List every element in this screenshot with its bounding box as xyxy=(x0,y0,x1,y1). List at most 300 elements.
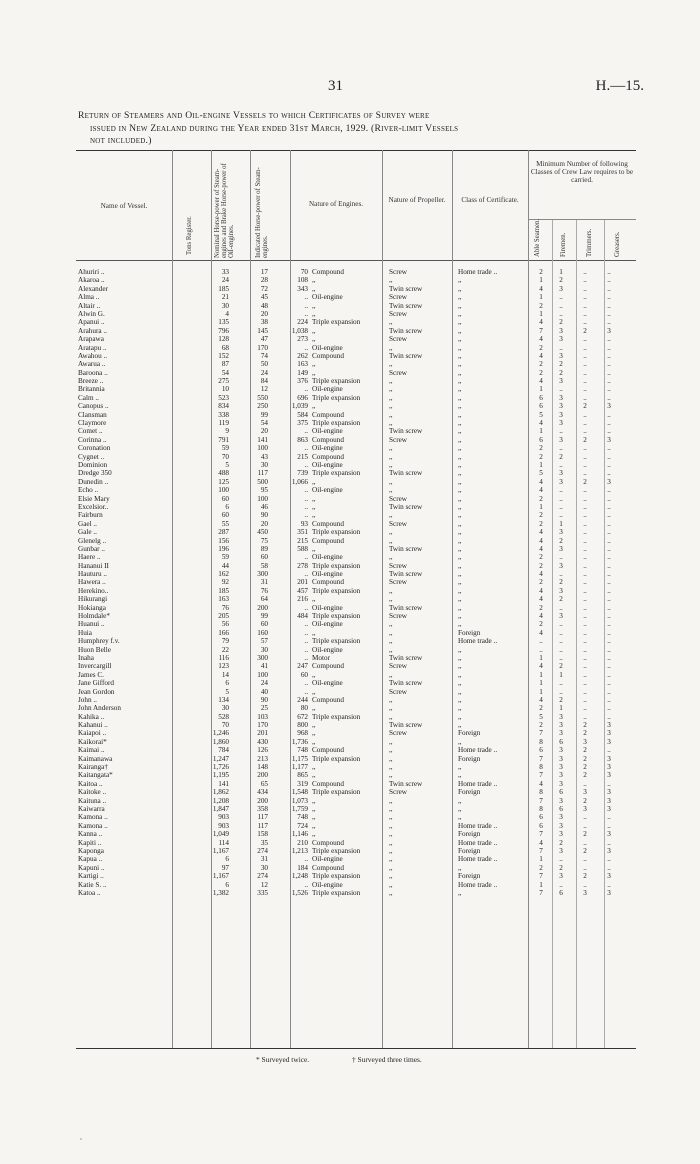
greasers: .. xyxy=(607,351,611,360)
nominal-hp: 274 xyxy=(257,846,268,855)
tons-register: 128 xyxy=(218,335,229,344)
trimmers: .. xyxy=(583,351,587,360)
table-top-rule xyxy=(76,150,636,151)
certificate-class: ,, xyxy=(458,419,462,428)
firemen: 6 xyxy=(559,737,563,746)
able-seamen: 7 xyxy=(539,796,543,805)
vessel-name: Hikurangi xyxy=(78,595,108,604)
certificate-class: Foreign xyxy=(458,846,481,855)
propeller-type: ,, xyxy=(389,628,393,637)
indicated-hp: 739 xyxy=(297,469,308,478)
greasers: .. xyxy=(607,368,611,377)
greasers: 3 xyxy=(607,872,611,881)
able-seamen: 2 xyxy=(539,511,543,520)
propeller-type: ,, xyxy=(389,838,393,847)
certificate-class: ,, xyxy=(458,796,462,805)
trimmers: 2 xyxy=(583,721,587,730)
able-seamen: 5 xyxy=(539,410,543,419)
engine-type: Oil-engine xyxy=(312,293,343,302)
engine-type: Oil-engine xyxy=(312,486,343,495)
engine-type: Oil-engine xyxy=(312,460,343,469)
tons-register: 1,382 xyxy=(212,888,229,897)
propeller-type: ,, xyxy=(389,880,393,889)
engine-type: ,, xyxy=(312,360,316,369)
trimmers: .. xyxy=(583,335,587,344)
greasers: .. xyxy=(607,595,611,604)
col-header-ihp: Indicated Horse-power of Steam-engines. xyxy=(255,167,270,258)
certificate-class: ,, xyxy=(458,712,462,721)
certificate-class: ,, xyxy=(458,460,462,469)
firemen: 3 xyxy=(559,754,563,763)
tons-register: 30 xyxy=(221,704,229,713)
greasers: .. xyxy=(607,637,611,646)
tons-register: 59 xyxy=(221,444,229,453)
certificate-class: ,, xyxy=(458,486,462,495)
table-title xyxy=(78,110,638,148)
able-seamen: 7 xyxy=(539,830,543,839)
firemen: 3 xyxy=(559,435,563,444)
certificate-class: Foreign xyxy=(458,729,481,738)
engine-type: ,, xyxy=(312,771,316,780)
firemen: 3 xyxy=(559,351,563,360)
greasers: .. xyxy=(607,444,611,453)
certificate-class: ,, xyxy=(458,670,462,679)
tons-register: 6 xyxy=(225,502,229,511)
trimmers: .. xyxy=(583,712,587,721)
able-seamen: 2 xyxy=(539,553,543,562)
trimmers: 3 xyxy=(583,805,587,813)
certificate-class: ,, xyxy=(458,410,462,419)
firemen: 3 xyxy=(559,377,563,386)
trimmers: .. xyxy=(583,393,587,402)
table-row xyxy=(76,528,636,536)
able-seamen: 1 xyxy=(539,309,543,318)
trimmers: .. xyxy=(583,612,587,621)
engine-type: Triple expansion xyxy=(312,393,361,402)
firemen: 1 xyxy=(559,704,563,713)
able-seamen: 2 xyxy=(539,452,543,461)
tons-register: 92 xyxy=(221,578,229,587)
certificate-class: ,, xyxy=(458,687,462,696)
indicated-hp: .. xyxy=(304,855,308,864)
certificate-class: ,, xyxy=(458,695,462,704)
propeller-type: Twin screw xyxy=(389,570,423,579)
nominal-hp: 54 xyxy=(260,419,268,428)
indicated-hp: 748 xyxy=(297,813,308,822)
vessel-name: Gael .. xyxy=(78,519,97,528)
table-row xyxy=(76,830,636,838)
greasers: .. xyxy=(607,469,611,478)
vessel-name: Canopus .. xyxy=(78,402,109,411)
firemen: 3 xyxy=(559,335,563,344)
table-row xyxy=(76,864,636,872)
certificate-class: ,, xyxy=(458,771,462,780)
col-header-propeller: Nature of Propeller. xyxy=(388,196,446,204)
tons-register: 1,167 xyxy=(212,846,229,855)
trimmers: 2 xyxy=(583,435,587,444)
firemen: 1 xyxy=(559,670,563,679)
certificate-class: ,, xyxy=(458,343,462,352)
firemen: .. xyxy=(559,502,563,511)
firemen: .. xyxy=(559,620,563,629)
tons-register: 1,049 xyxy=(212,830,229,839)
able-seamen: 2 xyxy=(539,268,543,276)
certificate-class: Foreign xyxy=(458,628,481,637)
table-row xyxy=(76,511,636,519)
firemen: 3 xyxy=(559,779,563,788)
nominal-hp: 99 xyxy=(260,410,268,419)
firemen: 3 xyxy=(559,402,563,411)
certificate-class: ,, xyxy=(458,620,462,629)
certificate-class: Foreign xyxy=(458,788,481,797)
certificate-class: ,, xyxy=(458,645,462,654)
propeller-type: Twin screw xyxy=(389,653,423,662)
trimmers: .. xyxy=(583,486,587,495)
greasers: .. xyxy=(607,393,611,402)
firemen: 2 xyxy=(559,368,563,377)
able-seamen: 4 xyxy=(539,318,543,327)
firemen: 3 xyxy=(559,477,563,486)
firemen: 3 xyxy=(559,796,563,805)
engine-type: Oil-engine xyxy=(312,343,343,352)
able-seamen: 2 xyxy=(539,494,543,503)
engine-type: Oil-engine xyxy=(312,553,343,562)
col-header-trimmers: Trimmers. xyxy=(586,228,593,257)
table-row xyxy=(76,637,636,645)
able-seamen: 4 xyxy=(539,335,543,344)
certificate-class: ,, xyxy=(458,293,462,302)
nominal-hp: 45 xyxy=(260,293,268,302)
nominal-hp: 100 xyxy=(257,444,268,453)
able-seamen: 7 xyxy=(539,729,543,738)
tons-register: 1,167 xyxy=(212,872,229,881)
nominal-hp: 90 xyxy=(260,695,268,704)
vessel-name: Comet .. xyxy=(78,427,103,436)
certificate-class: ,, xyxy=(458,653,462,662)
engine-type: Triple expansion xyxy=(312,637,361,646)
greasers: .. xyxy=(607,704,611,713)
able-seamen: 2 xyxy=(539,603,543,612)
indicated-hp: 93 xyxy=(300,519,308,528)
indicated-hp: 1,736 xyxy=(291,737,308,746)
tons-register: 10 xyxy=(221,385,229,394)
propeller-type: ,, xyxy=(389,393,393,402)
table-row xyxy=(76,889,636,897)
indicated-hp: 224 xyxy=(297,318,308,327)
certificate-class: ,, xyxy=(458,679,462,688)
engine-type: Triple expansion xyxy=(312,419,361,428)
indicated-hp: 201 xyxy=(297,578,308,587)
engine-type: Oil-engine xyxy=(312,444,343,453)
certificate-class: ,, xyxy=(458,561,462,570)
able-seamen: 4 xyxy=(539,779,543,788)
greasers: 3 xyxy=(607,721,611,730)
vessel-name: Glenelg .. xyxy=(78,536,107,545)
propeller-type: Screw xyxy=(389,494,407,503)
table-row xyxy=(76,763,636,771)
firemen: .. xyxy=(559,460,563,469)
nominal-hp: 274 xyxy=(257,872,268,881)
nominal-hp: 40 xyxy=(260,687,268,696)
greasers: 3 xyxy=(607,788,611,797)
tons-register: 30 xyxy=(221,301,229,310)
vessel-name: Coronation xyxy=(78,444,111,453)
indicated-hp: 247 xyxy=(297,662,308,671)
greasers: .. xyxy=(607,855,611,864)
firemen: 3 xyxy=(559,612,563,621)
trimmers: .. xyxy=(583,821,587,830)
engine-type: Motor xyxy=(312,653,330,662)
indicated-hp: .. xyxy=(304,645,308,654)
table-row xyxy=(76,797,636,805)
engine-type: Compound xyxy=(312,662,344,671)
table-row xyxy=(76,620,636,628)
propeller-type: ,, xyxy=(389,737,393,746)
certificate-class: ,, xyxy=(458,528,462,537)
nominal-hp: 170 xyxy=(257,721,268,730)
vessel-name: Clansman xyxy=(78,410,107,419)
nominal-hp: 300 xyxy=(257,570,268,579)
col-header-firemen: Firemen. xyxy=(560,232,567,257)
nominal-hp: 57 xyxy=(260,637,268,646)
trimmers: .. xyxy=(583,301,587,310)
greasers: .. xyxy=(607,385,611,394)
tons-register: 59 xyxy=(221,553,229,562)
vessel-name: Kapuni .. xyxy=(78,863,105,872)
firemen: .. xyxy=(559,570,563,579)
able-seamen: 7 xyxy=(539,771,543,780)
tons-register: 903 xyxy=(218,813,229,822)
table-row xyxy=(76,646,636,654)
tons-register: 141 xyxy=(218,779,229,788)
indicated-hp: 351 xyxy=(297,528,308,537)
trimmers: .. xyxy=(583,620,587,629)
table-row xyxy=(76,688,636,696)
tons-register: 523 xyxy=(218,393,229,402)
indicated-hp: 968 xyxy=(297,729,308,738)
table-row xyxy=(76,662,636,670)
table-row xyxy=(76,360,636,368)
indicated-hp: 1,248 xyxy=(291,872,308,881)
propeller-type: ,, xyxy=(389,360,393,369)
vessel-name: Invercargill xyxy=(78,662,112,671)
engine-type: Triple expansion xyxy=(312,888,361,897)
vessel-name: Alma .. xyxy=(78,293,100,302)
firemen: 3 xyxy=(559,721,563,730)
certificate-class: ,, xyxy=(458,284,462,293)
indicated-hp: 1,759 xyxy=(291,805,308,813)
indicated-hp: 457 xyxy=(297,586,308,595)
table-row xyxy=(76,335,636,343)
col-header-certificate: Class of Certificate. xyxy=(461,196,519,204)
tons-register: 784 xyxy=(218,746,229,755)
nominal-hp: 141 xyxy=(257,435,268,444)
propeller-type: ,, xyxy=(389,444,393,453)
firemen: 6 xyxy=(559,805,563,813)
vessel-name: Claymore xyxy=(78,419,107,428)
propeller-type: ,, xyxy=(389,813,393,822)
certificate-class: ,, xyxy=(458,452,462,461)
firemen: .. xyxy=(559,637,563,646)
able-seamen: 4 xyxy=(539,570,543,579)
nominal-hp: 60 xyxy=(260,553,268,562)
greasers: .. xyxy=(607,712,611,721)
greasers: .. xyxy=(607,460,611,469)
certificate-class: ,, xyxy=(458,544,462,553)
propeller-type: Screw xyxy=(389,687,407,696)
tons-register: 1,208 xyxy=(212,796,229,805)
certificate-class: ,, xyxy=(458,326,462,335)
trimmers: .. xyxy=(583,318,587,327)
engine-type: ,, xyxy=(312,402,316,411)
able-seamen: 2 xyxy=(539,368,543,377)
greasers: .. xyxy=(607,528,611,537)
nominal-hp: 28 xyxy=(260,276,268,285)
table-row xyxy=(76,839,636,847)
tons-register: 56 xyxy=(221,620,229,629)
engine-type: ,, xyxy=(312,687,316,696)
trimmers: .. xyxy=(583,410,587,419)
tons-register: 1,847 xyxy=(212,805,229,813)
nominal-hp: 117 xyxy=(257,821,268,830)
indicated-hp: 748 xyxy=(297,746,308,755)
greasers: .. xyxy=(607,511,611,520)
able-seamen: 2 xyxy=(539,519,543,528)
engine-type: ,, xyxy=(312,830,316,839)
engine-type: ,, xyxy=(312,704,316,713)
able-seamen: 4 xyxy=(539,586,543,595)
tons-register: 6 xyxy=(225,679,229,688)
able-seamen: 6 xyxy=(539,435,543,444)
certificate-class: ,, xyxy=(458,888,462,897)
indicated-hp: 1,146 xyxy=(291,830,308,839)
table-row xyxy=(76,327,636,335)
nominal-hp: 145 xyxy=(257,326,268,335)
engine-type: Oil-engine xyxy=(312,385,343,394)
table-row xyxy=(76,369,636,377)
certificate-class: ,, xyxy=(458,360,462,369)
firemen: 2 xyxy=(559,595,563,604)
tons-register: 97 xyxy=(221,863,229,872)
indicated-hp: 1,066 xyxy=(291,477,308,486)
nominal-hp: 17 xyxy=(260,268,268,276)
indicated-hp: .. xyxy=(304,553,308,562)
propeller-type: Screw xyxy=(389,368,407,377)
firemen: 3 xyxy=(559,712,563,721)
vessel-name: Echo .. xyxy=(78,486,99,495)
col-header-engines: Nature of Engines. xyxy=(308,200,364,208)
indicated-hp: 696 xyxy=(297,393,308,402)
firemen: 3 xyxy=(559,561,563,570)
firemen: .. xyxy=(559,427,563,436)
table-row xyxy=(76,310,636,318)
tons-register: 163 xyxy=(218,595,229,604)
tons-register: 166 xyxy=(218,628,229,637)
table-row xyxy=(76,318,636,326)
indicated-hp: .. xyxy=(304,511,308,520)
trimmers: 2 xyxy=(583,846,587,855)
trimmers: .. xyxy=(583,494,587,503)
greasers: 3 xyxy=(607,737,611,746)
firemen: 3 xyxy=(559,821,563,830)
engine-type: Compound xyxy=(312,435,344,444)
trimmers: 3 xyxy=(583,788,587,797)
tons-register: 5 xyxy=(225,687,229,696)
able-seamen: 6 xyxy=(539,746,543,755)
trimmers: .. xyxy=(583,863,587,872)
engine-type: Triple expansion xyxy=(312,469,361,478)
tons-register: 338 xyxy=(218,410,229,419)
certificate-class: ,, xyxy=(458,276,462,285)
greasers: .. xyxy=(607,519,611,528)
certificate-class: ,, xyxy=(458,385,462,394)
tons-register: 14 xyxy=(221,670,229,679)
able-seamen: 1 xyxy=(539,687,543,696)
certificate-class: ,, xyxy=(458,377,462,386)
engine-type: Compound xyxy=(312,779,344,788)
title-line: not included.) xyxy=(90,135,152,146)
indicated-hp: 724 xyxy=(297,821,308,830)
nominal-hp: 46 xyxy=(260,502,268,511)
certificate-class: ,, xyxy=(458,704,462,713)
able-seamen: 1 xyxy=(539,653,543,662)
greasers: .. xyxy=(607,612,611,621)
propeller-type: ,, xyxy=(389,872,393,881)
table-row xyxy=(76,402,636,410)
certificate-class: ,, xyxy=(458,763,462,772)
greasers: 3 xyxy=(607,771,611,780)
trimmers: .. xyxy=(583,452,587,461)
firemen: 2 xyxy=(559,318,563,327)
indicated-hp: 244 xyxy=(297,695,308,704)
engine-type: ,, xyxy=(312,494,316,503)
tons-register: 79 xyxy=(221,637,229,646)
tons-register: 4 xyxy=(225,309,229,318)
engine-type: Compound xyxy=(312,519,344,528)
propeller-type: Twin screw xyxy=(389,301,423,310)
firemen: 2 xyxy=(559,863,563,872)
table-row xyxy=(76,855,636,863)
able-seamen: 8 xyxy=(539,788,543,797)
propeller-type: Twin screw xyxy=(389,544,423,553)
vessel-name: Alwin G. xyxy=(78,309,105,318)
trimmers: .. xyxy=(583,368,587,377)
certificate-class: ,, xyxy=(458,402,462,411)
nominal-hp: 12 xyxy=(260,385,268,394)
table-row xyxy=(76,654,636,662)
vessel-name: Kamona .. xyxy=(78,813,108,822)
indicated-hp: 1,073 xyxy=(291,796,308,805)
firemen: .. xyxy=(559,385,563,394)
nominal-hp: 24 xyxy=(260,679,268,688)
table-row xyxy=(76,788,636,796)
propeller-type: ,, xyxy=(389,410,393,419)
propeller-type: ,, xyxy=(389,888,393,897)
able-seamen: 2 xyxy=(539,721,543,730)
trimmers: .. xyxy=(583,553,587,562)
table-row xyxy=(76,822,636,830)
vessel-name: Hokianga xyxy=(78,603,106,612)
greasers: .. xyxy=(607,544,611,553)
engine-type: ,, xyxy=(312,813,316,822)
vessel-table-body xyxy=(76,268,636,897)
indicated-hp: 484 xyxy=(297,612,308,621)
vessel-name: Jane Gifford xyxy=(78,679,114,688)
able-seamen: 4 xyxy=(539,612,543,621)
vessel-name: Kaitoke .. xyxy=(78,788,107,797)
trimmers: .. xyxy=(583,653,587,662)
indicated-hp: .. xyxy=(304,293,308,302)
